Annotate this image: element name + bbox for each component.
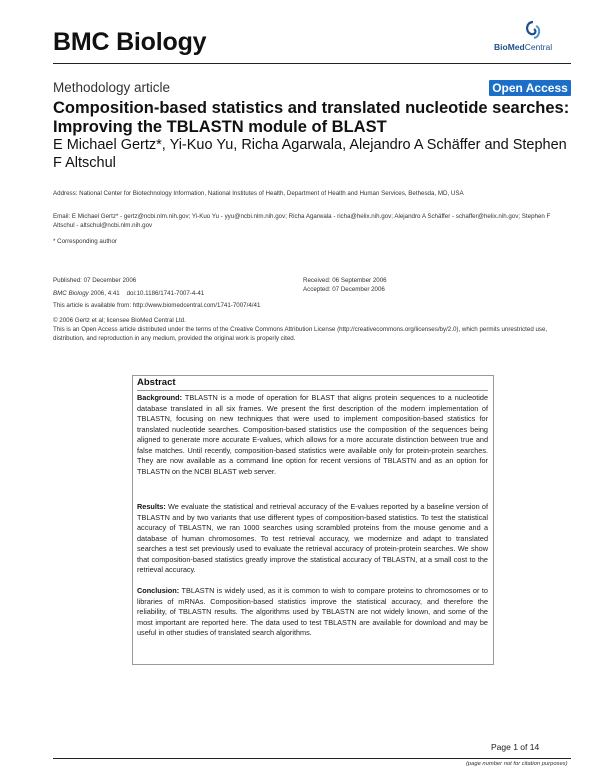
accepted-date: Accepted: 07 December 2006	[303, 286, 385, 293]
license-text: This is an Open Access article distributed under the terms of the Creative Commons Attribution License (http://creativecommons.org/licenses/by/2.0), which permits unrestricted use, distribution, and reproduction in any medium, provided the original work is properly cited.	[53, 326, 548, 342]
background-text: TBLASTN is a mode of operation for BLAST that aligns protein sequences to a nucleotide database translated in all six frames. We present the first description of the modern implementation of TBLASTN, focusing on new techniques that were used to implement composition-based statistics for translated nucleotide searches. Composition-based statistics use the composition of the sequences being aligned to generate more accurate E-values, which allows for a more accurate distinction between true and false matches. Until recently, composition-based statistics were available only for protein-protein searches. They are now available as a command line option for recent versions of TBLASTN and as an option for TBLASTN on the NCBI BLAST web server.	[137, 393, 488, 476]
publication-info	[53, 276, 293, 298]
publisher-central: Central	[524, 42, 553, 52]
journal-title: BMC Biology	[53, 28, 207, 56]
publisher-wordmark	[494, 42, 552, 52]
conclusion-text: TBLASTN is widely used, as it is common to wish to compare proteins to chromosomes or to libraries of mRNAs. Composition-based statistics improve the statistical accuracy, and therefore the reliability, of TBLASTN results. The algorithms used by TBLASTN are not widely known, and some of the most important are reported here. The data used to test TBLASTN are available for download and may be useful in other studies of translated search algorithms.	[137, 586, 488, 637]
article-type: Methodology article	[53, 80, 171, 95]
received-accepted	[303, 276, 543, 294]
results-label: Results:	[137, 502, 166, 511]
author-list: E Michael Gertz*, Yi-Kuo Yu, Richa Agarwala, Alejandro A Schäffer and Stephen F Altschul	[53, 137, 567, 171]
citation	[53, 289, 293, 298]
received-date: Received: 06 September 2006	[303, 277, 387, 284]
article-title: Composition-based statistics and translated nucleotide searches: Improving the TBLASTN module of BLAST	[53, 99, 570, 136]
availability-link[interactable]: This article is available from: http://www.biomedcentral.com/1741-7007/4/41	[53, 302, 261, 309]
footer-rule	[53, 758, 571, 759]
open-access-badge: Open Access	[489, 80, 571, 96]
publisher-bio: BioMed	[494, 42, 525, 52]
author-emails: Email: E Michael Gertz* - gertz@ncbi.nlm.nih.gov; Yi-Kuo Yu - yyu@ncbi.nlm.nih.gov; Richa Agarwala - richa@helix.nih.gov; Alejandro A Schäffer - schaffer@helix.nih.gov; Stephen F Altschul - altschul@ncbi.nlm.nih.gov	[53, 213, 551, 229]
abstract-conclusion	[137, 586, 488, 639]
conclusion-label: Conclusion:	[137, 586, 180, 595]
page-number-note: (page number not for citation purposes)	[466, 761, 568, 767]
abstract-heading: Abstract	[137, 377, 176, 388]
abstract-rule	[137, 390, 488, 391]
abstract-results	[137, 502, 488, 576]
copyright-line: © 2006 Gertz et al; licensee BioMed Central Ltd.	[53, 317, 186, 324]
biomed-central-swirl-icon	[522, 20, 544, 40]
author-address: Address: National Center for Biotechnology Information, National Institutes of Health, Department of Health and Human Services, Bethesda, MD, USA	[53, 190, 464, 197]
results-text: We evaluate the statistical and retrieval accuracy of the E-values reported by a baseline version of TBLASTN and by two variants that use different types of composition-based statistics. To test the statistical accuracy of TBLASTN, we ran 1000 searches using scrambled proteins from the mouse genome and a database of human chromosomes. To test retrieval accuracy, we modernize and adapt to translated searches a test set previously used to evaluate the retrieval accuracy of protein-protein searches. We show that composition-based statistics greatly improve the statistical accuracy of TBLASTN, at a small cost to the retrieval accuracy.	[137, 502, 488, 574]
corresponding-note: * Corresponding author	[53, 238, 117, 245]
publisher-logo	[494, 20, 564, 52]
abstract-background	[137, 393, 488, 477]
citation-journal: BMC Biology	[53, 290, 89, 297]
page-number: Page 1 of 14	[491, 742, 540, 752]
header-rule	[53, 63, 571, 64]
published-date: Published: 07 December 2006	[53, 277, 137, 284]
background-label: Background:	[137, 393, 182, 402]
citation-details: 2006, 4:41 doi:10.1186/1741-7007-4-41	[88, 290, 205, 297]
